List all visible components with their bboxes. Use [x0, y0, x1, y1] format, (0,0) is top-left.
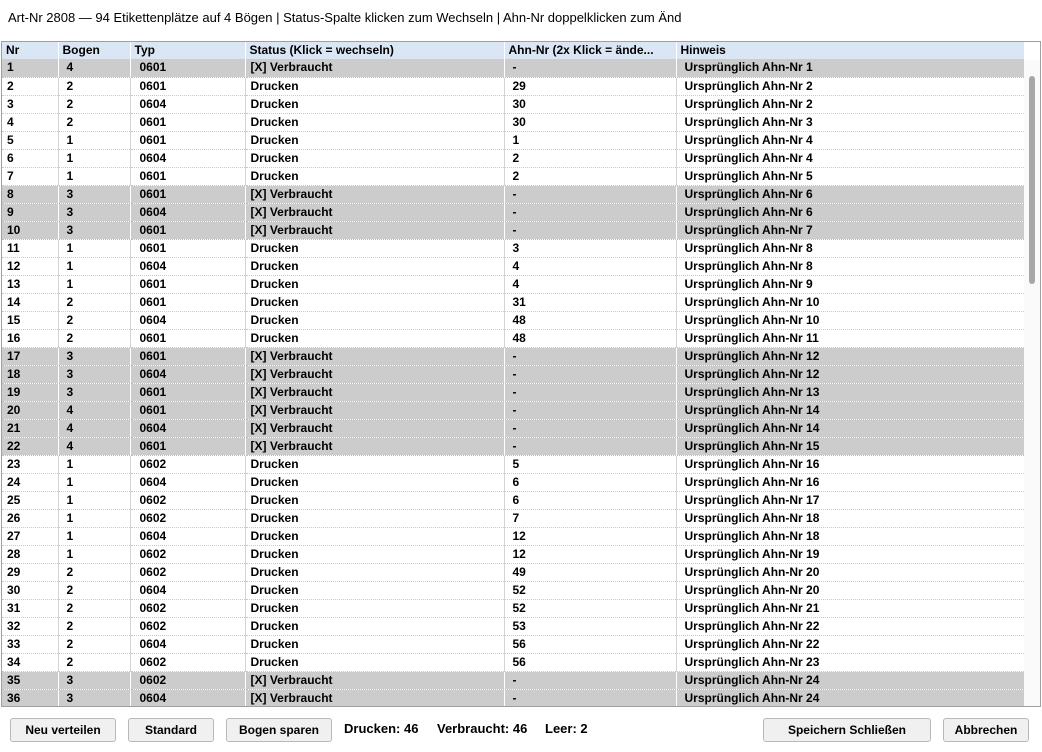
- cell-bogen: 1: [58, 491, 130, 509]
- cell-ahn-nr[interactable]: 48: [504, 329, 676, 347]
- cell-nr: 31: [2, 599, 58, 617]
- cell-bogen: 1: [58, 131, 130, 149]
- table-row[interactable]: [2, 563, 1024, 581]
- cell-bogen: 1: [58, 149, 130, 167]
- cell-typ: 0601: [130, 59, 245, 77]
- cell-nr: 9: [2, 203, 58, 221]
- cell-status[interactable]: Drucken: [245, 95, 504, 113]
- table-row[interactable]: [2, 167, 1024, 185]
- cell-bogen: 4: [58, 437, 130, 455]
- cell-ahn-nr[interactable]: 1: [504, 131, 676, 149]
- cell-status[interactable]: [X] Verbraucht: [245, 383, 504, 401]
- cell-bogen: 1: [58, 275, 130, 293]
- cell-nr: 18: [2, 365, 58, 383]
- cell-nr: 16: [2, 329, 58, 347]
- cell-nr: 8: [2, 185, 58, 203]
- cell-hinweis: Ursprünglich Ahn-Nr 22: [676, 635, 1024, 653]
- table-row[interactable]: [2, 365, 1024, 383]
- cell-status[interactable]: [X] Verbraucht: [245, 401, 504, 419]
- cell-hinweis: Ursprünglich Ahn-Nr 24: [676, 689, 1024, 707]
- cell-hinweis: Ursprünglich Ahn-Nr 24: [676, 671, 1024, 689]
- table-row[interactable]: [2, 671, 1024, 689]
- cell-nr: 22: [2, 437, 58, 455]
- column-header-ahn-nr[interactable]: Ahn-Nr (2x Klick = ände...: [504, 42, 676, 59]
- cell-status[interactable]: Drucken: [245, 131, 504, 149]
- table-row[interactable]: [2, 203, 1024, 221]
- cell-hinweis: Ursprünglich Ahn-Nr 14: [676, 419, 1024, 437]
- cell-typ: 0604: [130, 473, 245, 491]
- cell-ahn-nr[interactable]: 4: [504, 275, 676, 293]
- cell-bogen: 3: [58, 221, 130, 239]
- cell-status[interactable]: Drucken: [245, 617, 504, 635]
- cell-typ: 0601: [130, 293, 245, 311]
- cell-status[interactable]: Drucken: [245, 257, 504, 275]
- cell-bogen: 1: [58, 545, 130, 563]
- cell-nr: 2: [2, 77, 58, 95]
- cell-ahn-nr[interactable]: 53: [504, 617, 676, 635]
- cell-nr: 24: [2, 473, 58, 491]
- cell-ahn-nr[interactable]: 52: [504, 581, 676, 599]
- table-row[interactable]: [2, 635, 1024, 653]
- cell-ahn-nr[interactable]: 6: [504, 473, 676, 491]
- cell-typ: 0601: [130, 437, 245, 455]
- cell-status[interactable]: Drucken: [245, 473, 504, 491]
- cell-ahn-nr[interactable]: 31: [504, 293, 676, 311]
- cell-status[interactable]: Drucken: [245, 167, 504, 185]
- cell-status[interactable]: Drucken: [245, 509, 504, 527]
- cell-hinweis: Ursprünglich Ahn-Nr 4: [676, 131, 1024, 149]
- cell-status[interactable]: Drucken: [245, 599, 504, 617]
- cell-status[interactable]: [X] Verbraucht: [245, 221, 504, 239]
- cell-hinweis: Ursprünglich Ahn-Nr 20: [676, 581, 1024, 599]
- cell-bogen: 2: [58, 617, 130, 635]
- cell-ahn-nr[interactable]: -: [504, 203, 676, 221]
- cell-nr: 28: [2, 545, 58, 563]
- cell-bogen: 2: [58, 329, 130, 347]
- cell-typ: 0604: [130, 581, 245, 599]
- cell-ahn-nr[interactable]: -: [504, 365, 676, 383]
- cell-hinweis: Ursprünglich Ahn-Nr 23: [676, 653, 1024, 671]
- table-row[interactable]: [2, 599, 1024, 617]
- cell-hinweis: Ursprünglich Ahn-Nr 9: [676, 275, 1024, 293]
- cell-typ: 0604: [130, 419, 245, 437]
- cell-bogen: 2: [58, 599, 130, 617]
- cell-status[interactable]: Drucken: [245, 329, 504, 347]
- table-row[interactable]: [2, 293, 1024, 311]
- cell-ahn-nr[interactable]: -: [504, 383, 676, 401]
- cell-ahn-nr[interactable]: -: [504, 419, 676, 437]
- cell-ahn-nr[interactable]: 52: [504, 599, 676, 617]
- cell-status[interactable]: Drucken: [245, 311, 504, 329]
- cell-bogen: 2: [58, 95, 130, 113]
- cell-typ: 0604: [130, 635, 245, 653]
- cell-nr: 6: [2, 149, 58, 167]
- cell-hinweis: Ursprünglich Ahn-Nr 3: [676, 113, 1024, 131]
- cell-typ: 0604: [130, 689, 245, 707]
- cell-typ: 0602: [130, 617, 245, 635]
- cell-typ: 0602: [130, 671, 245, 689]
- cell-status[interactable]: [X] Verbraucht: [245, 671, 504, 689]
- table-row[interactable]: [2, 275, 1024, 293]
- column-header-bogen[interactable]: Bogen: [58, 42, 130, 59]
- table-row[interactable]: [2, 95, 1024, 113]
- cell-hinweis: Ursprünglich Ahn-Nr 1: [676, 59, 1024, 77]
- cell-nr: 10: [2, 221, 58, 239]
- cell-typ: 0604: [130, 365, 245, 383]
- cell-nr: 34: [2, 653, 58, 671]
- table-row[interactable]: [2, 149, 1024, 167]
- cell-ahn-nr[interactable]: 12: [504, 545, 676, 563]
- cell-bogen: 3: [58, 383, 130, 401]
- cell-typ: 0602: [130, 455, 245, 473]
- cell-nr: 20: [2, 401, 58, 419]
- cell-typ: 0601: [130, 383, 245, 401]
- table-row[interactable]: [2, 419, 1024, 437]
- cell-hinweis: Ursprünglich Ahn-Nr 12: [676, 365, 1024, 383]
- redistribute-button[interactable]: Neu verteilen: [10, 718, 116, 742]
- cell-nr: 19: [2, 383, 58, 401]
- cell-status[interactable]: [X] Verbraucht: [245, 203, 504, 221]
- cell-bogen: 2: [58, 113, 130, 131]
- cell-bogen: 1: [58, 167, 130, 185]
- cell-bogen: 1: [58, 509, 130, 527]
- print-count: Drucken: 46: [344, 721, 419, 736]
- cell-ahn-nr[interactable]: 6: [504, 491, 676, 509]
- cell-nr: 33: [2, 635, 58, 653]
- column-header-hinweis[interactable]: Hinweis: [676, 42, 1024, 59]
- cell-ahn-nr[interactable]: 3: [504, 239, 676, 257]
- cell-nr: 29: [2, 563, 58, 581]
- cell-nr: 3: [2, 95, 58, 113]
- cell-nr: 26: [2, 509, 58, 527]
- cell-typ: 0601: [130, 239, 245, 257]
- cell-ahn-nr[interactable]: 30: [504, 95, 676, 113]
- scrollbar-thumb[interactable]: [1029, 76, 1035, 284]
- cell-bogen: 2: [58, 653, 130, 671]
- cell-status[interactable]: Drucken: [245, 455, 504, 473]
- cell-nr: 11: [2, 239, 58, 257]
- cell-typ: 0601: [130, 77, 245, 95]
- cell-ahn-nr[interactable]: 56: [504, 635, 676, 653]
- cell-status[interactable]: Drucken: [245, 653, 504, 671]
- cell-nr: 13: [2, 275, 58, 293]
- cell-bogen: 1: [58, 239, 130, 257]
- cell-nr: 17: [2, 347, 58, 365]
- cell-ahn-nr[interactable]: 2: [504, 149, 676, 167]
- table-row[interactable]: [2, 401, 1024, 419]
- cell-bogen: 2: [58, 77, 130, 95]
- cell-bogen: 3: [58, 671, 130, 689]
- cell-bogen: 3: [58, 185, 130, 203]
- table-row[interactable]: [2, 455, 1024, 473]
- cell-hinweis: Ursprünglich Ahn-Nr 14: [676, 401, 1024, 419]
- cell-bogen: 3: [58, 203, 130, 221]
- cell-status[interactable]: Drucken: [245, 275, 504, 293]
- cell-bogen: 3: [58, 347, 130, 365]
- cell-nr: 14: [2, 293, 58, 311]
- table-body: [2, 59, 1024, 707]
- cell-hinweis: Ursprünglich Ahn-Nr 18: [676, 527, 1024, 545]
- cell-status[interactable]: [X] Verbraucht: [245, 365, 504, 383]
- cell-status[interactable]: [X] Verbraucht: [245, 347, 504, 365]
- cell-nr: 35: [2, 671, 58, 689]
- cell-typ: 0601: [130, 275, 245, 293]
- labels-table: [2, 42, 1025, 707]
- cell-typ: 0604: [130, 203, 245, 221]
- cell-ahn-nr[interactable]: 29: [504, 77, 676, 95]
- cell-status[interactable]: [X] Verbraucht: [245, 59, 504, 77]
- cell-status[interactable]: Drucken: [245, 293, 504, 311]
- cell-bogen: 2: [58, 293, 130, 311]
- table-row[interactable]: [2, 239, 1024, 257]
- cell-hinweis: Ursprünglich Ahn-Nr 6: [676, 185, 1024, 203]
- cell-ahn-nr[interactable]: 4: [504, 257, 676, 275]
- cell-nr: 7: [2, 167, 58, 185]
- cell-typ: 0601: [130, 329, 245, 347]
- cell-typ: 0601: [130, 347, 245, 365]
- cell-hinweis: Ursprünglich Ahn-Nr 7: [676, 221, 1024, 239]
- cell-typ: 0604: [130, 257, 245, 275]
- standard-button[interactable]: Standard: [128, 718, 214, 742]
- cell-ahn-nr[interactable]: -: [504, 689, 676, 707]
- cell-ahn-nr[interactable]: 49: [504, 563, 676, 581]
- table-row[interactable]: [2, 581, 1024, 599]
- cell-ahn-nr[interactable]: 2: [504, 167, 676, 185]
- column-header-nr[interactable]: Nr: [2, 42, 58, 59]
- cell-nr: 4: [2, 113, 58, 131]
- cell-status[interactable]: Drucken: [245, 77, 504, 95]
- cell-typ: 0602: [130, 545, 245, 563]
- cell-bogen: 1: [58, 455, 130, 473]
- cell-typ: 0601: [130, 131, 245, 149]
- table-row[interactable]: [2, 131, 1024, 149]
- cell-nr: 1: [2, 59, 58, 77]
- cell-hinweis: Ursprünglich Ahn-Nr 19: [676, 545, 1024, 563]
- table-row[interactable]: [2, 617, 1024, 635]
- cell-nr: 12: [2, 257, 58, 275]
- cell-hinweis: Ursprünglich Ahn-Nr 6: [676, 203, 1024, 221]
- empty-count: Leer: 2: [545, 721, 588, 736]
- cell-hinweis: Ursprünglich Ahn-Nr 5: [676, 167, 1024, 185]
- cell-hinweis: Ursprünglich Ahn-Nr 21: [676, 599, 1024, 617]
- cell-typ: 0604: [130, 95, 245, 113]
- cell-status[interactable]: Drucken: [245, 527, 504, 545]
- cell-typ: 0601: [130, 221, 245, 239]
- cell-hinweis: Ursprünglich Ahn-Nr 16: [676, 473, 1024, 491]
- table-row[interactable]: [2, 437, 1024, 455]
- cell-hinweis: Ursprünglich Ahn-Nr 15: [676, 437, 1024, 455]
- table-row[interactable]: [2, 545, 1024, 563]
- table-row[interactable]: [2, 689, 1024, 707]
- save-sheets-button[interactable]: Bogen sparen: [226, 718, 332, 742]
- cell-status[interactable]: Drucken: [245, 113, 504, 131]
- cell-typ: 0602: [130, 599, 245, 617]
- cell-typ: 0601: [130, 401, 245, 419]
- labels-grid[interactable]: [1, 41, 1041, 707]
- cell-typ: 0602: [130, 563, 245, 581]
- cell-hinweis: Ursprünglich Ahn-Nr 18: [676, 509, 1024, 527]
- cell-ahn-nr[interactable]: 12: [504, 527, 676, 545]
- cell-bogen: 2: [58, 563, 130, 581]
- table-row[interactable]: [2, 347, 1024, 365]
- cell-ahn-nr[interactable]: -: [504, 59, 676, 77]
- used-count: Verbraucht: 46: [437, 721, 528, 736]
- cell-bogen: 2: [58, 635, 130, 653]
- cell-typ: 0602: [130, 653, 245, 671]
- cell-bogen: 3: [58, 365, 130, 383]
- cell-nr: 21: [2, 419, 58, 437]
- cell-typ: 0604: [130, 149, 245, 167]
- cell-hinweis: Ursprünglich Ahn-Nr 20: [676, 563, 1024, 581]
- cell-nr: 30: [2, 581, 58, 599]
- cell-ahn-nr[interactable]: -: [504, 401, 676, 419]
- cell-bogen: 1: [58, 527, 130, 545]
- table-row[interactable]: [2, 185, 1024, 203]
- cell-typ: 0601: [130, 185, 245, 203]
- cell-ahn-nr[interactable]: 5: [504, 455, 676, 473]
- vertical-scrollbar[interactable]: [1024, 60, 1040, 706]
- cell-nr: 15: [2, 311, 58, 329]
- cell-hinweis: Ursprünglich Ahn-Nr 22: [676, 617, 1024, 635]
- cell-status[interactable]: [X] Verbraucht: [245, 185, 504, 203]
- cell-typ: 0602: [130, 491, 245, 509]
- cell-ahn-nr[interactable]: -: [504, 221, 676, 239]
- table-row[interactable]: [2, 383, 1024, 401]
- cell-status[interactable]: Drucken: [245, 581, 504, 599]
- table-header-row: [2, 42, 1024, 59]
- cell-status[interactable]: Drucken: [245, 149, 504, 167]
- save-close-button[interactable]: Speichern Schließen: [763, 718, 931, 742]
- table-row[interactable]: [2, 77, 1024, 95]
- cell-nr: 25: [2, 491, 58, 509]
- column-header-typ[interactable]: Typ: [130, 42, 245, 59]
- cell-bogen: 4: [58, 59, 130, 77]
- cell-status[interactable]: [X] Verbraucht: [245, 437, 504, 455]
- cell-hinweis: Ursprünglich Ahn-Nr 2: [676, 77, 1024, 95]
- cell-bogen: 3: [58, 689, 130, 707]
- cell-nr: 5: [2, 131, 58, 149]
- table-row[interactable]: [2, 221, 1024, 239]
- cell-status[interactable]: Drucken: [245, 545, 504, 563]
- cell-hinweis: Ursprünglich Ahn-Nr 13: [676, 383, 1024, 401]
- cell-hinweis: Ursprünglich Ahn-Nr 8: [676, 239, 1024, 257]
- cell-hinweis: Ursprünglich Ahn-Nr 12: [676, 347, 1024, 365]
- table-row[interactable]: [2, 329, 1024, 347]
- cell-typ: 0601: [130, 167, 245, 185]
- cell-ahn-nr[interactable]: 56: [504, 653, 676, 671]
- column-header-status[interactable]: Status (Klick = wechseln): [245, 42, 504, 59]
- cell-status[interactable]: Drucken: [245, 239, 504, 257]
- cell-bogen: 2: [58, 581, 130, 599]
- cell-ahn-nr[interactable]: -: [504, 185, 676, 203]
- table-row[interactable]: [2, 527, 1024, 545]
- cell-bogen: 2: [58, 311, 130, 329]
- cell-status[interactable]: [X] Verbraucht: [245, 419, 504, 437]
- cell-typ: 0604: [130, 527, 245, 545]
- cell-bogen: 1: [58, 257, 130, 275]
- cell-status[interactable]: Drucken: [245, 563, 504, 581]
- cell-ahn-nr[interactable]: -: [504, 671, 676, 689]
- cell-typ: 0602: [130, 509, 245, 527]
- cell-hinweis: Ursprünglich Ahn-Nr 8: [676, 257, 1024, 275]
- cell-ahn-nr[interactable]: 7: [504, 509, 676, 527]
- cell-hinweis: Ursprünglich Ahn-Nr 11: [676, 329, 1024, 347]
- table-row[interactable]: [2, 473, 1024, 491]
- table-row[interactable]: [2, 653, 1024, 671]
- table-row[interactable]: [2, 491, 1024, 509]
- cell-status[interactable]: [X] Verbraucht: [245, 689, 504, 707]
- cell-nr: 23: [2, 455, 58, 473]
- cell-bogen: 1: [58, 473, 130, 491]
- cell-hinweis: Ursprünglich Ahn-Nr 17: [676, 491, 1024, 509]
- cell-ahn-nr[interactable]: -: [504, 437, 676, 455]
- cell-hinweis: Ursprünglich Ahn-Nr 10: [676, 293, 1024, 311]
- cell-bogen: 4: [58, 419, 130, 437]
- cell-typ: 0601: [130, 113, 245, 131]
- cell-hinweis: Ursprünglich Ahn-Nr 2: [676, 95, 1024, 113]
- table-row[interactable]: [2, 113, 1024, 131]
- table-row[interactable]: [2, 509, 1024, 527]
- cell-typ: 0604: [130, 311, 245, 329]
- table-row[interactable]: [2, 257, 1024, 275]
- cell-hinweis: Ursprünglich Ahn-Nr 16: [676, 455, 1024, 473]
- window-title: Art-Nr 2808 — 94 Etikettenplätze auf 4 Bögen | Status-Spalte klicken zum Wechseln | Ahn-Nr doppelklicken zum Änd: [8, 10, 682, 25]
- table-row[interactable]: [2, 311, 1024, 329]
- cell-hinweis: Ursprünglich Ahn-Nr 4: [676, 149, 1024, 167]
- cell-nr: 36: [2, 689, 58, 707]
- cell-bogen: 4: [58, 401, 130, 419]
- cell-ahn-nr[interactable]: -: [504, 347, 676, 365]
- cell-status[interactable]: Drucken: [245, 635, 504, 653]
- cell-nr: 32: [2, 617, 58, 635]
- cell-nr: 27: [2, 527, 58, 545]
- cell-ahn-nr[interactable]: 30: [504, 113, 676, 131]
- cell-status[interactable]: Drucken: [245, 491, 504, 509]
- table-row[interactable]: [2, 59, 1024, 77]
- cancel-button[interactable]: Abbrechen: [943, 718, 1029, 742]
- cell-hinweis: Ursprünglich Ahn-Nr 10: [676, 311, 1024, 329]
- cell-ahn-nr[interactable]: 48: [504, 311, 676, 329]
